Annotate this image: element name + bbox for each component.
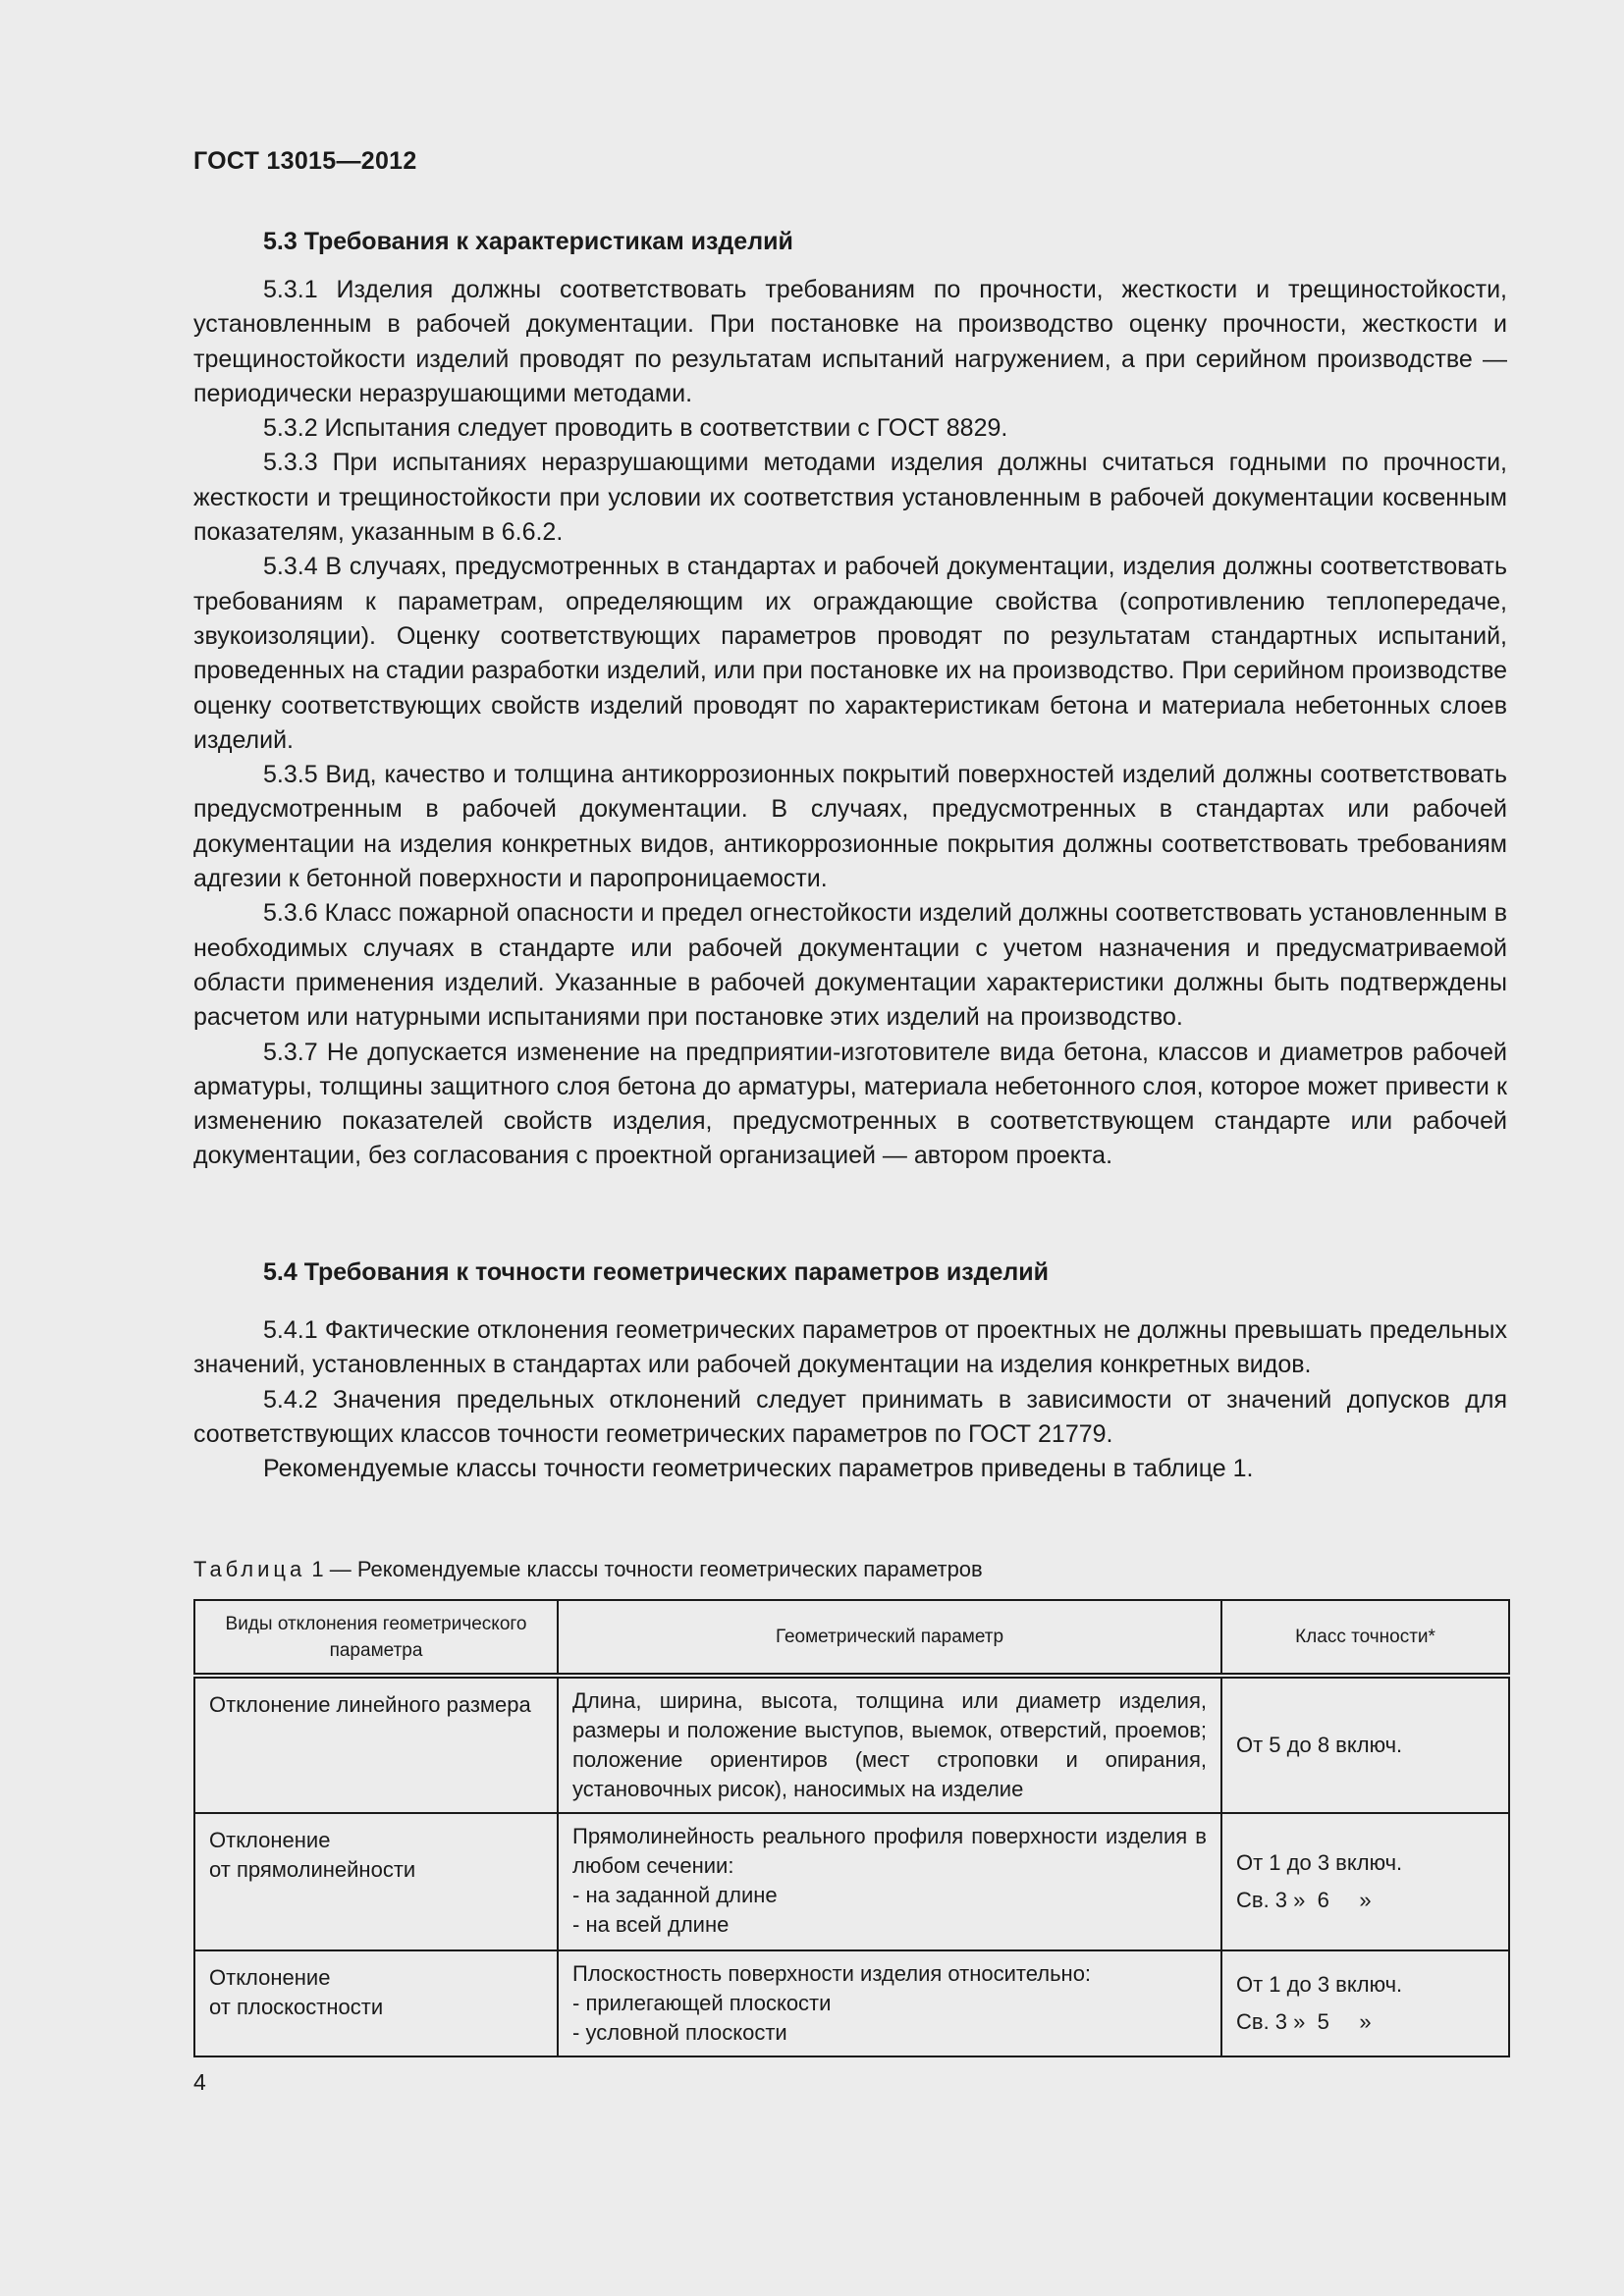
accuracy-classes-table — [193, 1599, 1510, 2057]
document-header: ГОСТ 13015—2012 — [193, 147, 417, 175]
table-caption-label: Таблица — [193, 1557, 306, 1581]
table-row — [194, 1813, 1509, 1950]
parameter-text: Плоскостность поверхности изделия относительно: — [572, 1961, 1092, 1986]
parameter-text: Длина, ширина, высота, толщина или диаметр изделия, размеры и положение выступов, выемок, отверстий, проемов; положение ориентиров (мест строповки и опирания, установочных рисок), наносимых на изделие — [572, 1688, 1207, 1801]
paragraph-5-3-5: 5.3.5 Вид, качество и толщина антикоррозионных покрытий поверхностей изделий должны соответствовать предусмотренным в рабочей документации. В случаях, предусмотренных в стандартах или рабочей документации на изделия конкретных видов, антикоррозионные покрытия должны соответствовать требованиям адгезии к бетонной поверхности и паропроницаемости. — [193, 761, 1507, 893]
accuracy-cell — [1221, 1813, 1509, 1950]
section-heading: 5.4 Требования к точности геометрических параметров изделий — [263, 1258, 1050, 1286]
accuracy-cell — [1221, 1676, 1509, 1813]
header-deviation-type: Виды отклонения геометрического параметра — [194, 1600, 558, 1676]
accuracy-value: От 1 до 3 включ. — [1236, 1850, 1403, 1875]
deviation-cell: Отклонение линейного размера — [194, 1676, 558, 1813]
parameter-cell — [558, 1950, 1221, 2056]
paragraph-5-3-4: 5.3.4 В случаях, предусмотренных в стандартах и рабочей документации, изделия должны соответствовать требованиям к параметрам, определяющим их ограждающие свойства (сопротивлению теплопередаче, звукоизоляции). Оценку соответствующих параметров проводят по результатам стандартных испытаний, проведенных на стадии разработки изделий, или при постановке их на производство. При серийном производстве оценку соответствующих свойств изделий проводят по характеристикам бетона и материала небетонных слоев изделий. — [193, 553, 1507, 754]
paragraph-5-4-2: 5.4.2 Значения предельных отклонений следует принимать в зависимости от значений допусков для соответствующих классов точности геометрических параметров по ГОСТ 21779. — [193, 1385, 1507, 1448]
parameter-list-item: - прилегающей плоскости — [572, 1991, 832, 2015]
page-number: 4 — [193, 2069, 206, 2095]
paragraph-table-reference: Рекомендуемые классы точности геометрических параметров приведены в таблице 1. — [263, 1455, 1254, 1483]
table-row — [194, 1950, 1509, 2056]
table-header-row — [194, 1600, 1509, 1676]
deviation-cell: Отклонение от плоскостности — [194, 1950, 558, 2056]
parameter-list-item: - условной плоскости — [572, 2020, 787, 2045]
paragraph-5-3-6: 5.3.6 Класс пожарной опасности и предел огнестойкости изделий должны соответствовать установленным в необходимых случаях в стандарте или рабочей документации с учетом назначения и предусматриваемой области применения изделий. Указанные в рабочей документации характеристики должны быть подтверждены расчетом или натурными испытаниями при постановке этих изделий на производство. — [193, 899, 1507, 1032]
paragraph-5-3-7: 5.3.7 Не допускается изменение на предприятии-изготовителе вида бетона, классов и диаметров рабочей арматуры, толщины защитного слоя бетона до арматуры, материала небетонного слоя, которое может привести к изменению показателей свойств изделия, предусмотренных в соответствующем стандарте или рабочей документации, без согласования с проектной организацией — автором проекта. — [193, 1038, 1507, 1170]
section-5-3-body — [193, 273, 1507, 1174]
parameter-cell — [558, 1813, 1221, 1950]
parameter-cell — [558, 1676, 1221, 1813]
accuracy-value: Св. 3 » 6 » — [1236, 1888, 1372, 1912]
accuracy-value: От 1 до 3 включ. — [1236, 1972, 1403, 1997]
accuracy-value: От 5 до 8 включ. — [1236, 1733, 1403, 1757]
parameter-text: Прямолинейность реального профиля поверхности изделия в любом сечении: — [572, 1824, 1207, 1878]
header-geometric-parameter: Геометрический параметр — [558, 1600, 1221, 1676]
table-caption — [193, 1557, 983, 1582]
section-5-4-body — [193, 1313, 1507, 1486]
table-caption-text: 1 — Рекомендуемые классы точности геометрических параметров — [305, 1557, 983, 1581]
deviation-cell: Отклонение от прямолинейности — [194, 1813, 558, 1950]
parameter-list-item: - на всей длине — [572, 1912, 730, 1937]
section-heading: 5.3 Требования к характеристикам изделий — [263, 228, 793, 255]
parameter-list-item: - на заданной длине — [572, 1883, 778, 1907]
paragraph-5-3-2: 5.3.2 Испытания следует проводить в соответствии с ГОСТ 8829. — [263, 414, 1008, 443]
paragraph-5-3-3: 5.3.3 При испытаниях неразрушающими методами изделия должны считаться годными по прочности, жесткости и трещиностойкости при условии их соответствия установленным в рабочей документации косвенным показателям, указанным в 6.6.2. — [193, 449, 1507, 547]
paragraph-5-3-1: 5.3.1 Изделия должны соответствовать требованиям по прочности, жесткости и трещиностойкости, установленным в рабочей документации. При постановке на производство оценку прочности, жесткости и трещиностойкости изделий проводят по результатам испытаний нагружением, а при серийном производстве — периодически неразрушающими методами. — [193, 276, 1507, 407]
table-row — [194, 1676, 1509, 1813]
accuracy-value: Св. 3 » 5 » — [1236, 2009, 1372, 2034]
paragraph-5-4-1: 5.4.1 Фактические отклонения геометрических параметров от проектных не должны превышать предельных значений, установленных в стандартах или рабочей документации на изделия конкретных видов. — [193, 1316, 1507, 1379]
section-5-4 — [193, 1258, 1507, 1287]
accuracy-cell — [1221, 1950, 1509, 2056]
header-accuracy-class: Класс точности* — [1221, 1600, 1509, 1676]
section-5-3 — [193, 228, 1507, 256]
